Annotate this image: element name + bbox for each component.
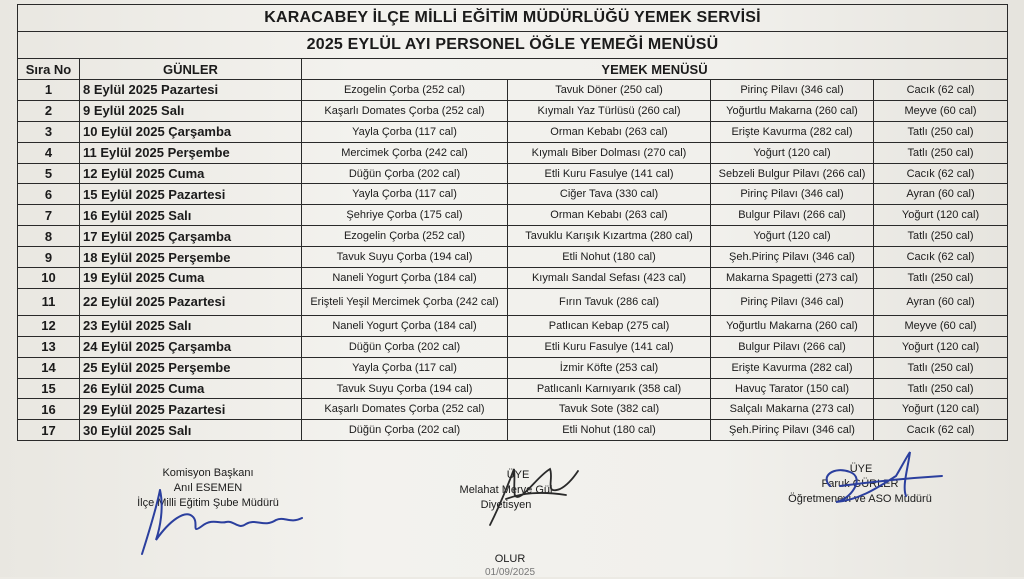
cell-side-dish: Bulgur Pilavı (266 cal)	[711, 336, 874, 357]
cell-soup: Yayla Çorba (117 cal)	[302, 357, 508, 378]
cell-no: 3	[18, 121, 80, 142]
cell-side-dish: Pirinç Pilavı (346 cal)	[711, 80, 874, 101]
cell-no: 9	[18, 247, 80, 268]
cell-no: 15	[18, 378, 80, 399]
cell-main-dish: Tavuklu Karışık Kızartma (280 cal)	[508, 226, 711, 247]
table-row	[18, 378, 1008, 399]
cell-soup: Naneli Yogurt Çorba (184 cal)	[302, 268, 508, 289]
table-row	[18, 121, 1008, 142]
cell-day: 22 Eylül 2025 Pazartesi	[80, 288, 302, 315]
cell-main-dish: Patlıcan Kebap (275 cal)	[508, 315, 711, 336]
cell-main-dish: Orman Kebabı (263 cal)	[508, 205, 711, 226]
handwritten-signature-left	[130, 480, 320, 560]
approval-label: OLUR	[494, 553, 526, 565]
cell-side-dish: Yoğurt (120 cal)	[711, 142, 874, 163]
cell-soup: Tavuk Suyu Çorba (194 cal)	[302, 247, 508, 268]
column-header-menu: YEMEK MENÜSÜ	[302, 59, 1008, 80]
column-header-days: GÜNLER	[80, 59, 302, 80]
cell-side-dish: Şeh.Pirinç Pilavı (346 cal)	[711, 247, 874, 268]
cell-side-dish: Yoğurt (120 cal)	[711, 226, 874, 247]
cell-soup: Erişteli Yeşil Mercimek Çorba (242 cal)	[302, 288, 508, 315]
cell-main-dish: Patlıcanlı Karnıyarık (358 cal)	[508, 378, 711, 399]
signature-middle-name: Melahat Merve Gül	[459, 484, 553, 496]
cell-soup: Mercimek Çorba (242 cal)	[302, 142, 508, 163]
cell-main-dish: Orman Kebabı (263 cal)	[508, 121, 711, 142]
table-row	[18, 100, 1008, 121]
cell-no: 13	[18, 336, 80, 357]
cell-main-dish: Etli Nohut (180 cal)	[508, 247, 711, 268]
cell-main-dish: Tavuk Sote (382 cal)	[508, 399, 711, 420]
cell-main-dish: Kıymalı Sandal Sefası (423 cal)	[508, 268, 711, 289]
cell-day: 9 Eylül 2025 Salı	[80, 100, 302, 121]
signature-right-name: Faruk GÜRLER	[821, 478, 899, 490]
cell-main-dish: Etli Kuru Fasulye (141 cal)	[508, 163, 711, 184]
cell-day: 29 Eylül 2025 Pazartesi	[80, 399, 302, 420]
cell-no: 1	[18, 80, 80, 101]
cell-no: 8	[18, 226, 80, 247]
cell-no: 4	[18, 142, 80, 163]
cell-side-dish: Pirinç Pilavı (346 cal)	[711, 288, 874, 315]
cell-soup: Düğün Çorba (202 cal)	[302, 163, 508, 184]
cell-day: 24 Eylül 2025 Çarşamba	[80, 336, 302, 357]
signature-middle-title: Diyetisyen	[480, 499, 532, 511]
table-row	[18, 315, 1008, 336]
signature-middle-role: ÜYE	[506, 469, 530, 481]
cell-day: 11 Eylül 2025 Perşembe	[80, 142, 302, 163]
document-title: KARACABEY İLÇE MİLLİ EĞİTİM MÜDÜRLÜĞÜ YEMEK SERVİSİ	[18, 5, 1008, 32]
table-row	[18, 226, 1008, 247]
table-row	[18, 357, 1008, 378]
cell-soup: Şehriye Çorba (175 cal)	[302, 205, 508, 226]
cell-dessert: Meyve (60 cal)	[874, 100, 1008, 121]
table-row	[18, 288, 1008, 315]
cell-dessert: Tatlı (250 cal)	[874, 378, 1008, 399]
cell-soup: Ezogelin Çorba (252 cal)	[302, 226, 508, 247]
cell-no: 17	[18, 420, 80, 441]
table-row	[18, 399, 1008, 420]
table-row	[18, 205, 1008, 226]
cell-soup: Yayla Çorba (117 cal)	[302, 184, 508, 205]
cell-side-dish: Erişte Kavurma (282 cal)	[711, 357, 874, 378]
cell-soup: Ezogelin Çorba (252 cal)	[302, 80, 508, 101]
cell-side-dish: Bulgur Pilavı (266 cal)	[711, 205, 874, 226]
cell-dessert: Tatlı (250 cal)	[874, 357, 1008, 378]
table-row	[18, 80, 1008, 101]
cell-soup: Kaşarlı Domates Çorba (252 cal)	[302, 100, 508, 121]
cell-no: 14	[18, 357, 80, 378]
cell-main-dish: Ciğer Tava (330 cal)	[508, 184, 711, 205]
table-row	[18, 142, 1008, 163]
signature-left-role: Komisyon Başkanı	[162, 467, 254, 479]
cell-dessert: Yoğurt (120 cal)	[874, 205, 1008, 226]
cell-side-dish: Yoğurtlu Makarna (260 cal)	[711, 315, 874, 336]
cell-day: 23 Eylül 2025 Salı	[80, 315, 302, 336]
cell-side-dish: Havuç Tarator (150 cal)	[711, 378, 874, 399]
cell-dessert: Yoğurt (120 cal)	[874, 336, 1008, 357]
cell-day: 19 Eylül 2025 Cuma	[80, 268, 302, 289]
cell-day: 17 Eylül 2025 Çarşamba	[80, 226, 302, 247]
cell-main-dish: İzmir Köfte (253 cal)	[508, 357, 711, 378]
cell-day: 12 Eylül 2025 Cuma	[80, 163, 302, 184]
signature-left-title: İlçe Milli Eğitim Şube Müdürü	[137, 497, 279, 509]
cell-dessert: Cacık (62 cal)	[874, 80, 1008, 101]
cell-no: 6	[18, 184, 80, 205]
cell-soup: Düğün Çorba (202 cal)	[302, 420, 508, 441]
cell-dessert: Cacık (62 cal)	[874, 420, 1008, 441]
cell-dessert: Meyve (60 cal)	[874, 315, 1008, 336]
signature-right-role: ÜYE	[849, 463, 873, 475]
document-subtitle: 2025 EYLÜL AYI PERSONEL ÖĞLE YEMEĞİ MENÜSÜ	[18, 32, 1008, 59]
cell-main-dish: Etli Nohut (180 cal)	[508, 420, 711, 441]
cell-dessert: Tatlı (250 cal)	[874, 226, 1008, 247]
cell-no: 2	[18, 100, 80, 121]
cell-soup: Kaşarlı Domates Çorba (252 cal)	[302, 399, 508, 420]
cell-side-dish: Sebzeli Bulgur Pilavı (266 cal)	[711, 163, 874, 184]
table-row	[18, 268, 1008, 289]
cell-day: 25 Eylül 2025 Perşembe	[80, 357, 302, 378]
cell-main-dish: Tavuk Döner (250 cal)	[508, 80, 711, 101]
cell-main-dish: Kıymalı Yaz Türlüsü (260 cal)	[508, 100, 711, 121]
cell-day: 30 Eylül 2025 Salı	[80, 420, 302, 441]
cell-day: 10 Eylül 2025 Çarşamba	[80, 121, 302, 142]
table-row	[18, 163, 1008, 184]
cell-main-dish: Kıymalı Biber Dolması (270 cal)	[508, 142, 711, 163]
signature-right-title: Öğretmenevi ve ASO Müdürü	[788, 493, 932, 505]
cell-no: 7	[18, 205, 80, 226]
cell-dessert: Tatlı (250 cal)	[874, 268, 1008, 289]
cell-no: 16	[18, 399, 80, 420]
cell-dessert: Cacık (62 cal)	[874, 247, 1008, 268]
cell-side-dish: Pirinç Pilavı (346 cal)	[711, 184, 874, 205]
cell-day: 26 Eylül 2025 Cuma	[80, 378, 302, 399]
cell-dessert: Tatlı (250 cal)	[874, 142, 1008, 163]
column-header-no: Sıra No	[18, 59, 80, 80]
table-row	[18, 247, 1008, 268]
approval-block	[460, 552, 560, 579]
cell-no: 12	[18, 315, 80, 336]
cell-soup: Tavuk Suyu Çorba (194 cal)	[302, 378, 508, 399]
handwritten-signature-right	[810, 446, 950, 516]
cell-day: 18 Eylül 2025 Perşembe	[80, 247, 302, 268]
cell-dessert: Ayran (60 cal)	[874, 288, 1008, 315]
cell-day: 8 Eylül 2025 Pazartesi	[80, 80, 302, 101]
cell-no: 11	[18, 288, 80, 315]
cell-main-dish: Etli Kuru Fasulye (141 cal)	[508, 336, 711, 357]
cell-no: 10	[18, 268, 80, 289]
cell-soup: Düğün Çorba (202 cal)	[302, 336, 508, 357]
signature-left-name: Anıl ESEMEN	[173, 482, 243, 494]
cell-main-dish: Fırın Tavuk (286 cal)	[508, 288, 711, 315]
cell-dessert: Yoğurt (120 cal)	[874, 399, 1008, 420]
cell-dessert: Tatlı (250 cal)	[874, 121, 1008, 142]
cell-no: 5	[18, 163, 80, 184]
menu-table	[17, 4, 1008, 441]
handwritten-signature-middle	[470, 455, 590, 530]
cell-side-dish: Şeh.Pirinç Pilavı (346 cal)	[711, 420, 874, 441]
cell-day: 16 Eylül 2025 Salı	[80, 205, 302, 226]
approval-date: 01/09/2025	[484, 567, 536, 578]
cell-dessert: Ayran (60 cal)	[874, 184, 1008, 205]
cell-soup: Yayla Çorba (117 cal)	[302, 121, 508, 142]
cell-day: 15 Eylül 2025 Pazartesi	[80, 184, 302, 205]
cell-soup: Naneli Yogurt Çorba (184 cal)	[302, 315, 508, 336]
menu-rows	[18, 80, 1008, 441]
cell-side-dish: Makarna Spagetti (273 cal)	[711, 268, 874, 289]
cell-dessert: Cacık (62 cal)	[874, 163, 1008, 184]
cell-side-dish: Yoğurtlu Makarna (260 cal)	[711, 100, 874, 121]
table-row	[18, 184, 1008, 205]
cell-side-dish: Erişte Kavurma (282 cal)	[711, 121, 874, 142]
table-row	[18, 420, 1008, 441]
cell-side-dish: Salçalı Makarna (273 cal)	[711, 399, 874, 420]
table-row	[18, 336, 1008, 357]
